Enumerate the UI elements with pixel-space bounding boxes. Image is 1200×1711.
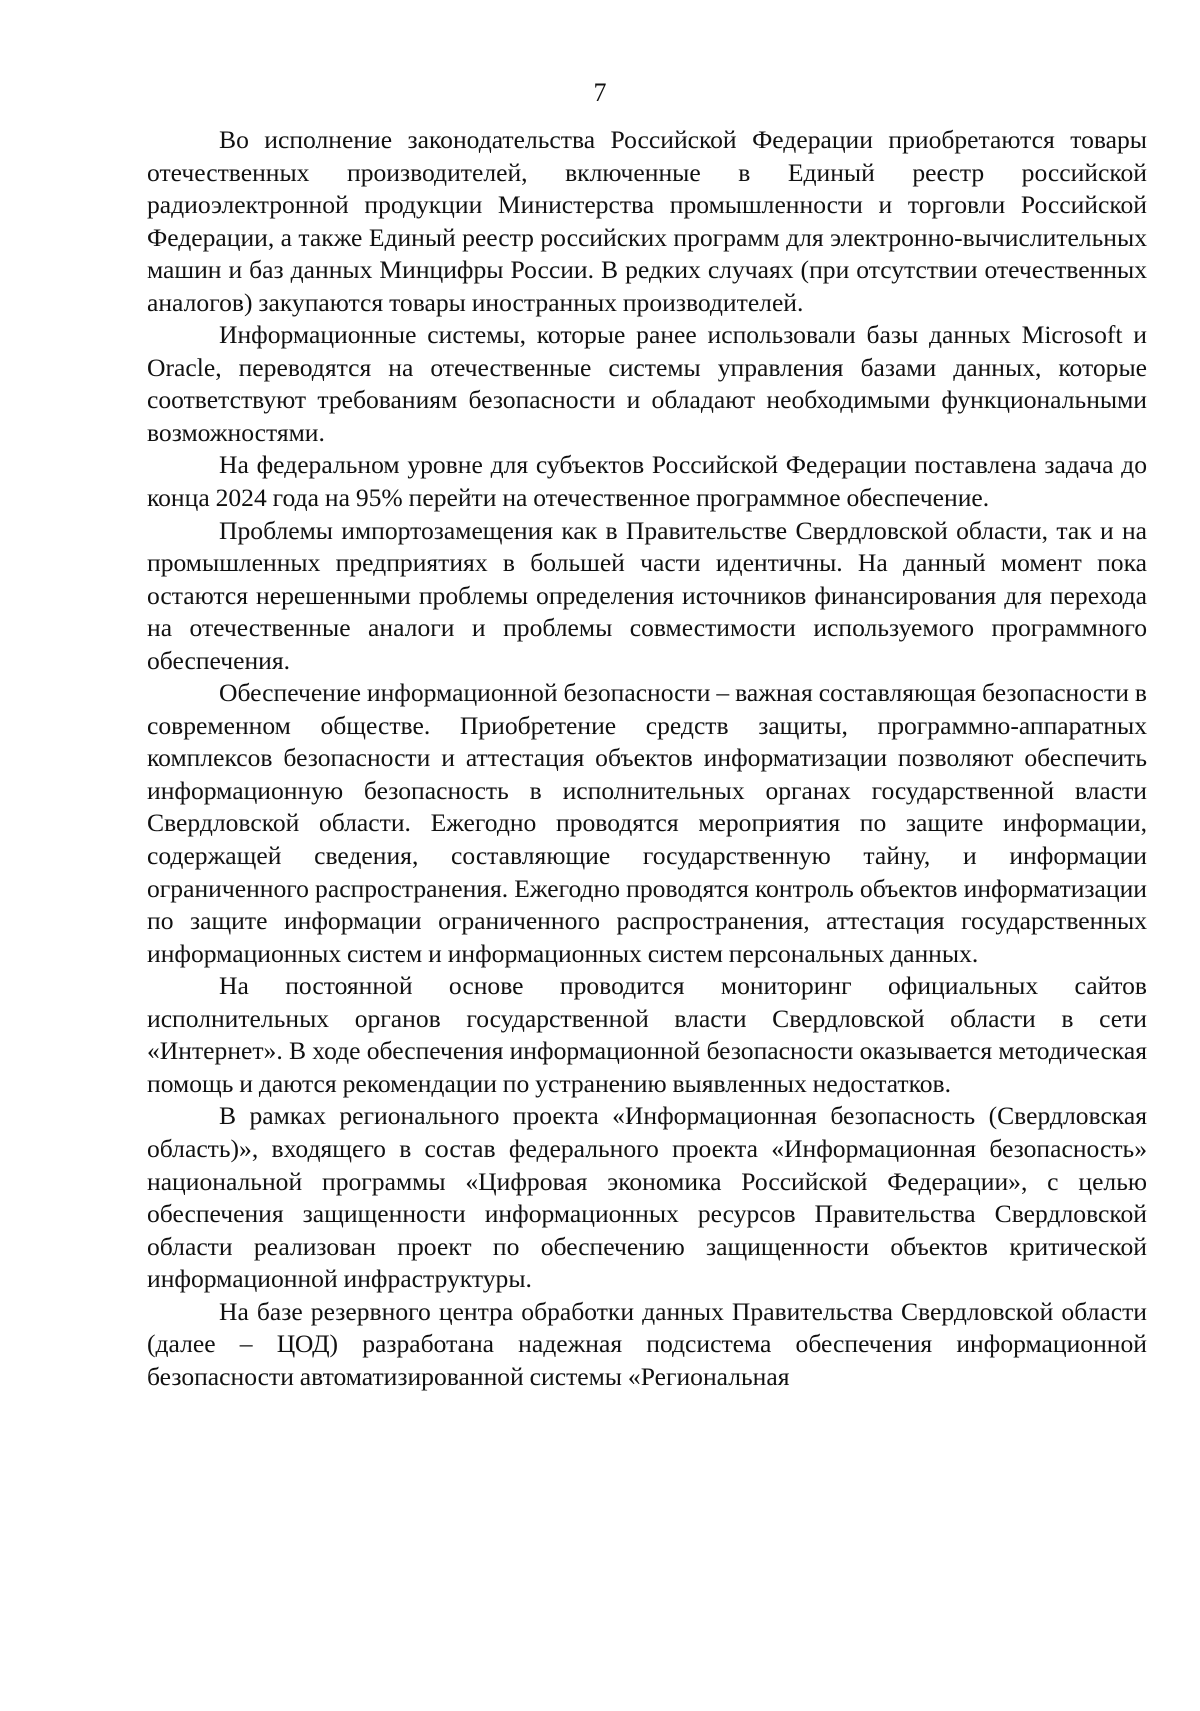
paragraph-2: Информационные системы, которые ранее использовали базы данных Microsoft и Oracle, переводятся на отечественные системы управления базами данных, которые соответствуют требованиям безопасности и обладают необходимыми функциональными возможностями. [147, 320, 1147, 447]
paragraph-6: На постоянной основе проводится мониторинг официальных сайтов исполнительных органов государственной власти Свердловской области в сети «Интернет». В ходе обеспечения информационной безопасности оказывается методическая помощь и даются рекомендации по устранению выявленных недостатков. [147, 971, 1147, 1098]
paragraph-5: Обеспечение информационной безопасности – важная составляющая безопасности в современном обществе. Приобретение средств защиты, программно-аппаратных комплексов безопасности и аттестация объектов информатизации позволяют обеспечить информационную безопасность в исполнительных органах государственной власти Свердловской области. Ежегодно проводятся мероприятия по защите информации, содержащей сведения, составляющие государственную тайну, и информации ограниченного распространения. Ежегодно проводятся контроль объектов информатизации по защите информации ограниченного распространения, аттестация государственных информационных систем и информационных систем персональных данных. [147, 678, 1147, 968]
paragraph-4: Проблемы импортозамещения как в Правительстве Свердловской области, так и на промышленных предприятиях в большей части идентичны. На данный момент пока остаются нерешенными проблемы определения источников финансирования для перехода на отечественные аналоги и проблемы совместимости используемого программного обеспечения. [147, 515, 1147, 675]
document-body [147, 124, 1147, 1393]
paragraph-8: На базе резервного центра обработки данных Правительства Свердловской области (далее – ЦОД) разработана надежная подсистема обеспечения информационной безопасности автоматизированной системы «Региональная [147, 1296, 1147, 1391]
page-number: 7 [593, 78, 607, 107]
paragraph-1: Во исполнение законодательства Российской Федерации приобретаются товары отечественных производителей, включенные в Единый реестр российской радиоэлектронной продукции Министерства промышленности и торговли Российской Федерации, а также Единый реестр российских программ для электронно-вычислительных машин и баз данных Минцифры России. В редких случаях (при отсутствии отечественных аналогов) закупаются товары иностранных производителей. [147, 125, 1147, 317]
paragraph-7: В рамках регионального проекта «Информационная безопасность (Свердловская область)», входящего в состав федерального проекта «Информационная безопасность» национальной программы «Цифровая экономика Российской Федерации», с целью обеспечения защищенности информационных ресурсов Правительства Свердловской области реализован проект по обеспечению защищенности объектов критической информационной инфраструктуры. [147, 1101, 1147, 1294]
paragraph-3: На федеральном уровне для субъектов Российской Федерации поставлена задача до конца 2024 года на 95% перейти на отечественное программное обеспечение. [147, 450, 1147, 513]
